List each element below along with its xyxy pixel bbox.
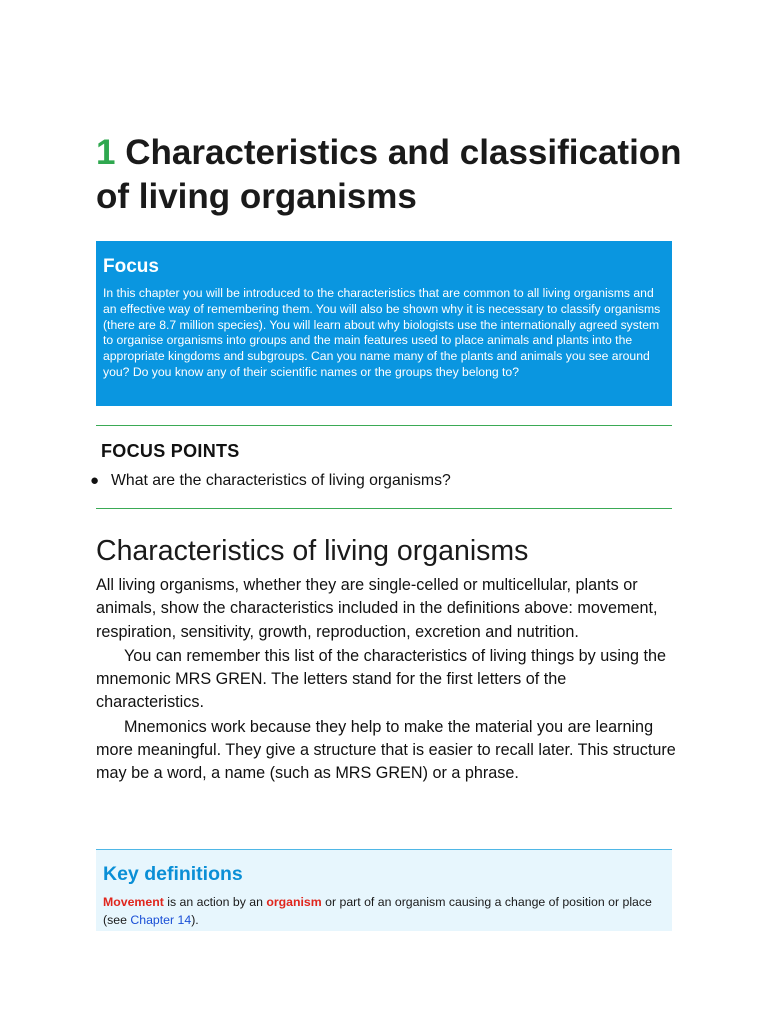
paragraph-3: Mnemonics work because they help to make the material you are learning more meaningful. They give a structure that is easier to recall later. This structure may be a word, a name (such as MRS GREN) or a phrase.: [96, 717, 676, 783]
focus-box: [96, 241, 672, 406]
chapter-14-link[interactable]: Chapter 14: [130, 913, 192, 927]
chapter-title-text: Characteristics and classification of living organisms: [96, 133, 682, 216]
focus-point-item: [90, 470, 672, 492]
key-definitions-box: [96, 849, 672, 931]
paragraph-2: You can remember this list of the characteristics of living things by using the mnemonic MRS GREN. The letters stand for the first letters of the characteristics.: [96, 646, 666, 712]
focus-points-list: [90, 470, 672, 492]
divider-bottom: [96, 508, 672, 509]
definition-text-3: ).: [191, 913, 199, 927]
bullet-icon: ●: [90, 472, 100, 489]
paragraph-1: All living organisms, whether they are single-celled or multicellular, plants or animals, show the characteristics included in the definitions above: movement, respiration, sensitivity, growth, reproduction, excretion and nutrition.: [96, 576, 658, 641]
focus-text: In this chapter you will be introduced to the characteristics that are common to all living organisms and an effective way of remembering them. You will also be shown why it is necessary to classify organisms (there are 8.7 million species). You will learn about why biologists use the internationally agreed system to organise organisms into groups and the main features used to place animals and plants into the appropriate kingdoms and subgroups. Can you name many of the plants and animals you see around you? Do you know any of their scientific names or the groups they belong to?: [103, 286, 661, 379]
key-definitions-heading: Key definitions: [103, 863, 243, 885]
divider-top: [96, 425, 672, 426]
definition-term: Movement: [103, 895, 164, 909]
section-title: Characteristics of living organisms: [96, 535, 529, 567]
focus-point-text: What are the characteristics of living organisms?: [111, 472, 451, 489]
definition-text-2: or part of an organism causing a change of position or place (see: [103, 895, 652, 927]
key-definition-movement: [103, 893, 665, 929]
focus-points-heading: FOCUS POINTS: [101, 441, 240, 461]
chapter-number: 1: [96, 133, 116, 172]
glossary-term-organism[interactable]: organism: [266, 895, 322, 909]
chapter-title: [96, 131, 696, 219]
definition-text-1: is an action by an: [163, 895, 267, 909]
section-body: [96, 574, 676, 787]
focus-heading: Focus: [103, 256, 159, 277]
